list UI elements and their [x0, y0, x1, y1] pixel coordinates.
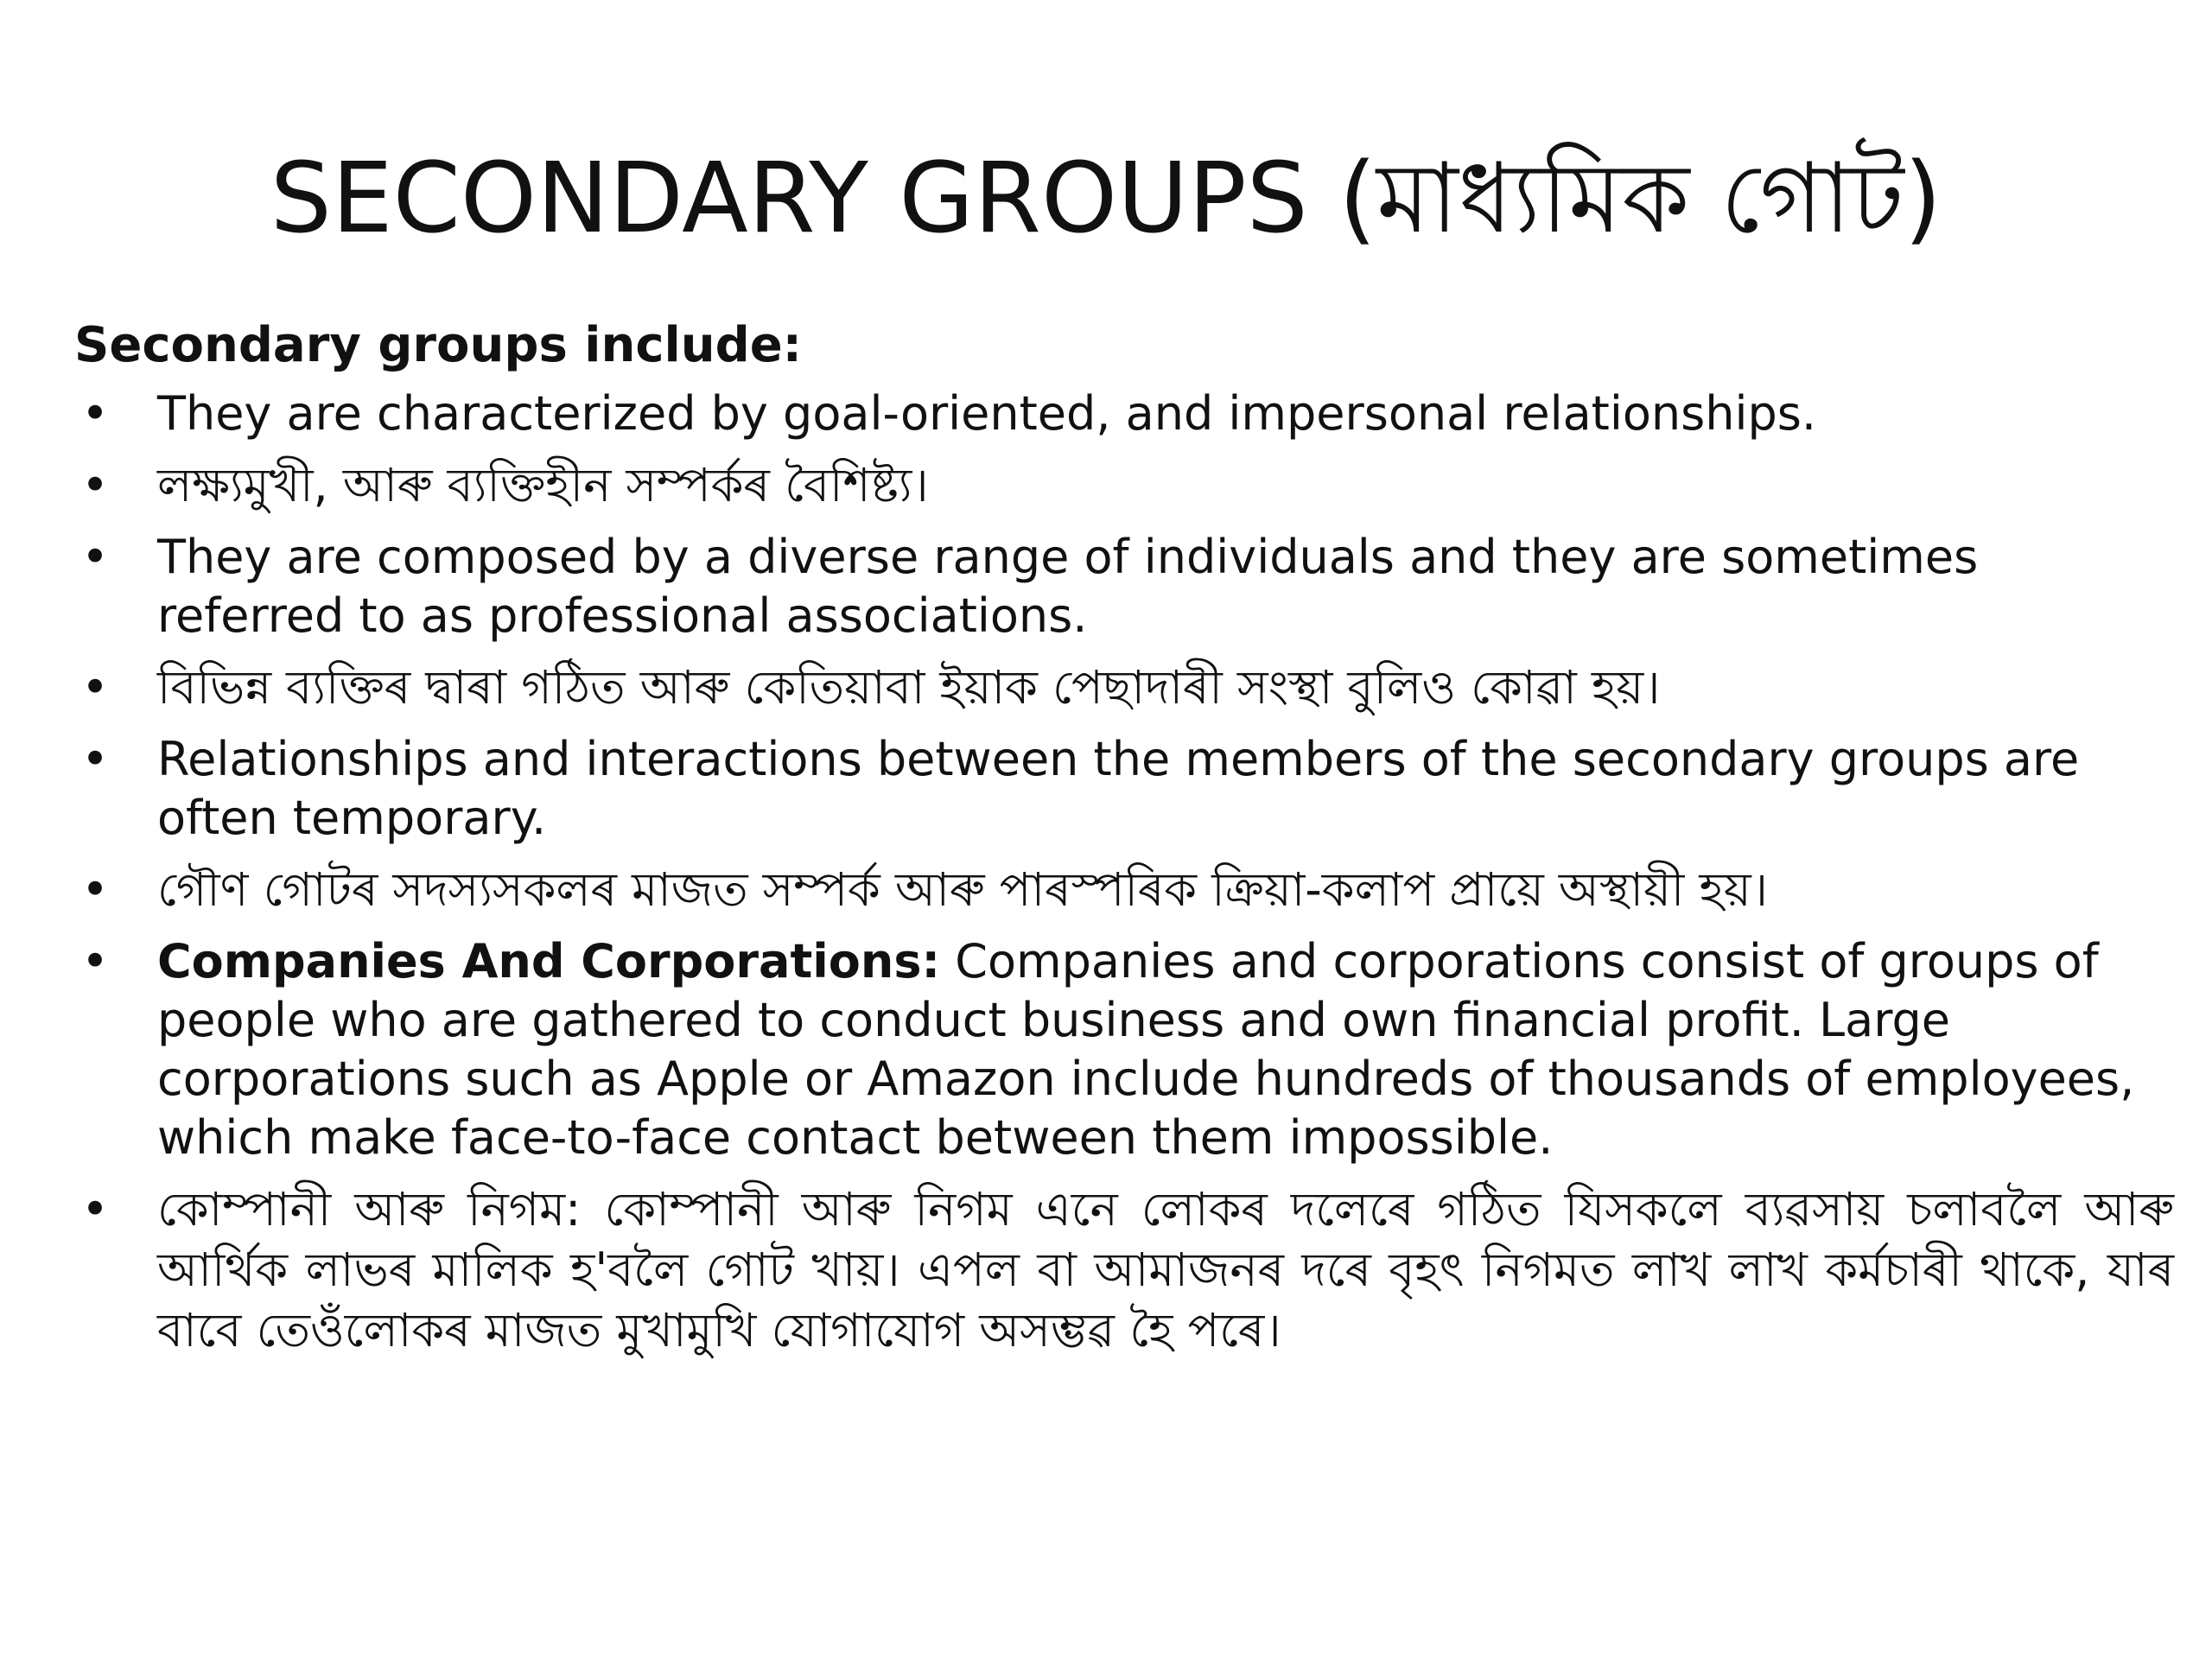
bullet-text: কোম্পানী আৰু নিগম: কোম্পানী আৰু নিগম এনে লোকৰ দলেৰে গঠিত যিসকলে ব্যৱসায় চলাবলৈ আৰু আৰ্থিক লাভৰ মালিক হ'বলৈ গোট খায়। এপল বা আমাজনৰ দৰে বৃহৎ নিগমত লাখ লাখ কৰ্মচাৰী থাকে, যাৰ বাবে তেওঁলোকৰ মাজত মুখামুখি যোগাযোগ অসম্ভৱ হৈ পৰে।	[157, 1182, 2174, 1357]
bullet-point-icon: •	[81, 732, 109, 786]
bullet-text: বিভিন্ন ব্যক্তিৰ দ্বাৰা গঠিত আৰু কেতিয়াবা ইয়াক পেছাদাৰী সংস্থা বুলিও কোৱা হয়।	[157, 660, 1661, 715]
bullet-point-icon: •	[81, 862, 109, 917]
bullet-text: লক্ষ্যমুখী, আৰু ব্যক্তিহীন সম্পৰ্কৰ বৈশিষ্ট্য।	[157, 458, 929, 512]
bullet-point-icon: •	[81, 1182, 109, 1236]
bullet-text: Relationships and interactions between the members of the secondary groups are often temporary.	[157, 732, 2080, 845]
section-heading: Secondary groups include:	[74, 317, 803, 373]
bullet-item-4	[74, 658, 2174, 718]
slide-body	[74, 315, 2174, 1373]
bullet-item-2	[74, 455, 2174, 516]
bullet-point-icon: •	[81, 660, 109, 715]
bullet-text	[157, 934, 2134, 1165]
bullet-text: They are composed by a diverse range of individuals and they are sometimes referred to as professional associations.	[157, 530, 1979, 643]
bullet-item-3	[74, 528, 2174, 645]
bullet-point-icon: •	[81, 530, 109, 584]
bullet-point-icon: •	[81, 934, 109, 988]
bullet-text: They are characterized by goal-oriented, and impersonal relationships.	[157, 386, 1817, 441]
bullet-item-7	[74, 932, 2174, 1167]
bullet-item-8	[74, 1179, 2174, 1361]
bullet-item-5	[74, 730, 2174, 848]
slide-title: SECONDARY GROUPS (মাধ্যমিক গোট)	[270, 143, 1942, 255]
bullet-body: Companies and corporations consist of groups of people who are gathered to conduct business and own financial profit. Large corporations such as Apple or Amazon include hundreds of thousands of employees, which make face-to-face contact between them impossible.	[157, 934, 2135, 1165]
bullet-point-icon: •	[81, 458, 109, 512]
bullet-item-6	[74, 860, 2174, 920]
bullet-lead-term: Companies And Corporations:	[157, 934, 941, 988]
bullet-text: গৌণ গোটৰ সদস্যসকলৰ মাজত সম্পৰ্ক আৰু পাৰস্পৰিক ক্ৰিয়া-কলাপ প্ৰায়ে অস্থায়ী হয়।	[157, 862, 1769, 917]
bullet-item-1	[74, 385, 2174, 443]
bullet-point-icon: •	[81, 386, 109, 441]
bullet-list	[74, 385, 2174, 1361]
